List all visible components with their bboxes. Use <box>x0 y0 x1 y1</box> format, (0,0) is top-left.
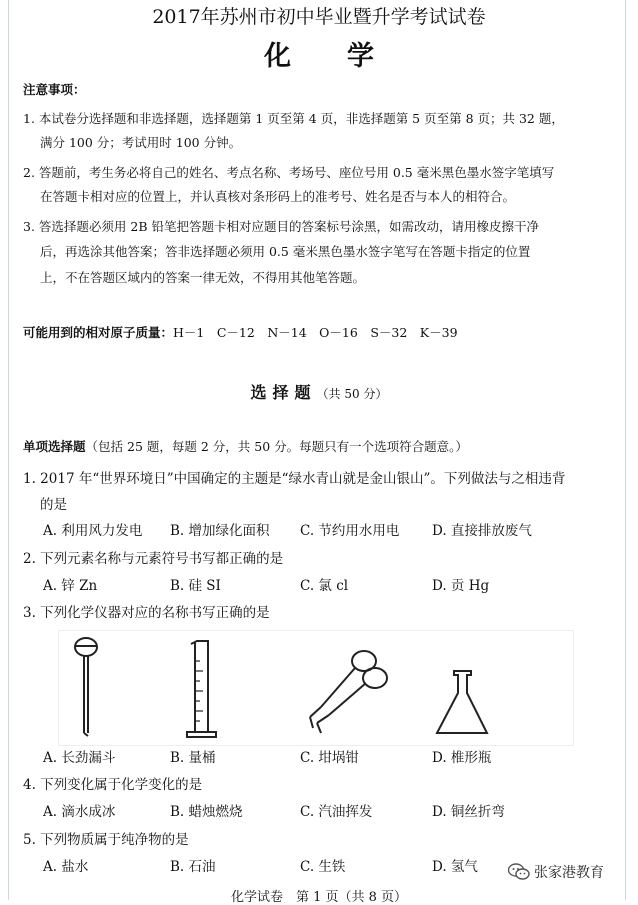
instruction-bold: 单项选择题 <box>23 439 86 454</box>
q1-option-d: D. 直接排放废气 <box>432 523 532 539</box>
lab-instruments-figure <box>58 630 574 746</box>
instruments-svg <box>59 631 573 745</box>
notes-line: 满分 100 分；考试用时 100 分钟。 <box>40 135 242 150</box>
notes-heading: 注意事项： <box>23 82 86 97</box>
q5-option-c: C. 生铁 <box>300 859 346 875</box>
cylinder-illustration <box>187 641 216 737</box>
q1-option-b: B. 增加绿化面积 <box>170 523 270 539</box>
page-footer: 化学试卷 第 1 页（共 8 页） <box>230 890 408 905</box>
watermark <box>508 862 604 882</box>
funnel-illustration <box>75 638 97 736</box>
atomic-mass-values: H－1 C－12 N－14 O－16 S－32 K－39 <box>173 325 458 340</box>
question-5: 5. 下列物质属于纯净物的是 <box>23 832 189 848</box>
atomic-mass-line <box>23 323 458 341</box>
wechat-icon <box>508 863 530 881</box>
notes-line: 在答题卡相对应的位置上，并认真核对条形码上的准考号、姓名是否与本人的相符合。 <box>40 189 516 204</box>
q4-option-a: A. 滴水成冰 <box>43 804 116 820</box>
question-1: 1. 2017 年“世界环境日”中国确定的主题是“绿水青山就是金山银山”。下列做法与之相违背 <box>23 471 566 487</box>
q3-option-a: A. 长劲漏斗 <box>43 750 116 766</box>
q2-option-a: A. 锌 Zn <box>43 578 98 594</box>
flask-illustration <box>437 671 487 733</box>
q3-option-c: C. 坩埚钳 <box>300 750 359 766</box>
q3-option-d: D. 椎形瓶 <box>432 750 492 766</box>
question-3: 3. 下列化学仪器对应的名称书写正确的是 <box>23 605 270 621</box>
watermark-text: 张家港教育 <box>534 865 604 881</box>
section-name: 选择题 <box>250 383 317 402</box>
q2-option-d: D. 贡 Hg <box>432 578 490 594</box>
notes-line: 3. 答选择题必须用 2B 铅笔把答题卡相对应题目的答案标号涂黑，如需改动，请用橡皮擦干净 <box>23 219 539 234</box>
section-points: （共 50 分） <box>316 387 388 401</box>
q5-option-d: D. 氢气 <box>432 859 478 875</box>
section-title <box>0 380 638 403</box>
notes-line: 后，再选涂其他答案；答非选择题必须用 0.5 毫米黑色墨水签字笔写在答题卡指定的位置 <box>40 244 531 259</box>
q2-option-c: C. 氯 cl <box>300 578 349 594</box>
question-2: 2. 下列元素名称与元素符号书写都正确的是 <box>23 551 284 567</box>
q1-option-a: A. 利用风力发电 <box>43 523 143 539</box>
q1-option-c: C. 节约用水用电 <box>300 523 400 539</box>
instruction-text: （包括 25 题，每题 2 分，共 50 分。每题只有一个选项符合题意。） <box>85 439 468 454</box>
q5-option-a: A. 盐水 <box>43 859 89 875</box>
q5-option-b: B. 石油 <box>170 859 216 875</box>
question-4: 4. 下列变化属于化学变化的是 <box>23 777 203 793</box>
q2-option-b: B. 硅 SI <box>170 578 221 594</box>
notes-line: 上，不在答题区域内的答案一律无效，不得用其他笔答题。 <box>40 270 366 285</box>
q4-option-c: C. 汽油挥发 <box>300 804 373 820</box>
instruction-line <box>23 437 468 455</box>
subject-title: 化学 <box>264 41 430 72</box>
atomic-mass-label: 可能用到的相对原子质量： <box>23 325 174 340</box>
q3-option-b: B. 量桶 <box>170 750 216 766</box>
notes-line: 2. 答题前，考生务必将自己的姓名、考点名称、考场号、座位号用 0.5 毫米黑色墨水签字笔填写 <box>23 165 555 180</box>
notes-line: 1. 本试卷分选择题和非选择题，选择题第 1 页至第 4 页，非选择题第 5 页至第 8 页；共 32 题， <box>23 111 564 126</box>
q4-option-b: B. 蜡烛燃烧 <box>170 804 243 820</box>
tongs-illustration <box>310 651 387 733</box>
q4-option-d: D. 铜丝折弯 <box>432 804 505 820</box>
doc-title: 2017年苏州市初中毕业暨升学考试试卷 <box>152 6 486 28</box>
question-1-cont: 的是 <box>40 497 67 513</box>
